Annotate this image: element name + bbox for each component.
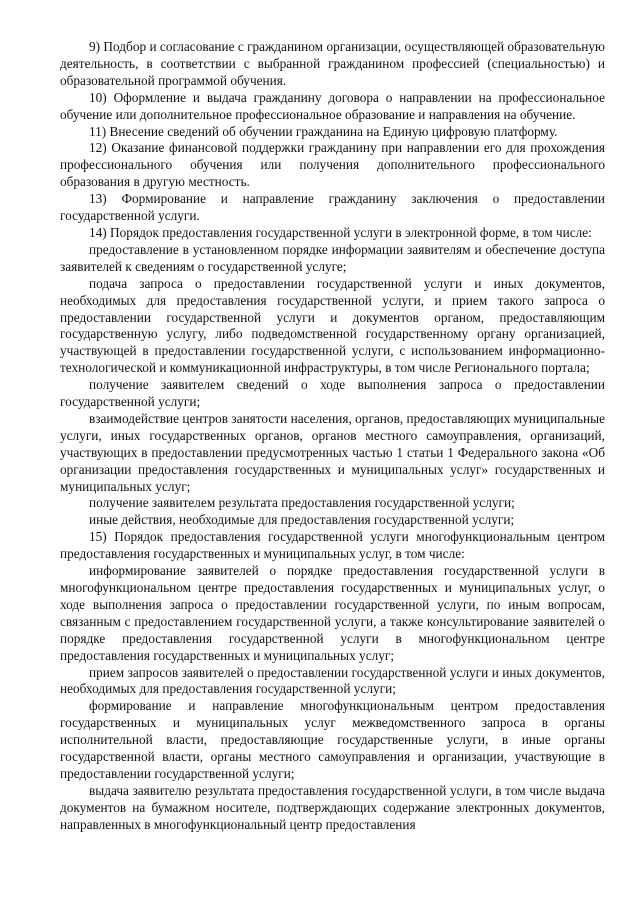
paragraph-item-9: 9) Подбор и согласование с гражданином организации, осуществляющей образовательную деятельность, в соответствии с выбранной гражданином профессией (специальностью) и образовательной программой обучения.	[60, 39, 605, 88]
paragraph-sub-mfc-informing: информирование заявителей о порядке предоставления государственной услуги в многофункциональном центре предоставления государственных и муниципальных услуг, о ходе выполнения запроса о предоставлении государственной услуги, по иным вопросам, связанным с предоставлением государственной услуги, а также консультирование заявителей о порядке предоставления государственной услуги в многофункциональном центре предоставления государственных и муниципальных услуг;	[60, 563, 605, 663]
paragraph-sub-result-receipt: получение заявителем результата предоставления государственной услуги;	[89, 495, 515, 511]
paragraph-sub-status-info: получение заявителем сведений о ходе выполнения запроса о предоставлении государственной услуги;	[60, 377, 605, 410]
paragraph-item-10: 10) Оформление и выдача гражданину договора о направлении на профессиональное обучение или дополнительное профессиональное образование и направления на обучение.	[60, 89, 605, 122]
paragraph-sub-mfc-request-intake: прием запросов заявителей о предоставлении государственной услуги и иных документов, необходимых для предоставления государственной услуги;	[60, 664, 605, 697]
paragraph-item-14: 14) Порядок предоставления государственной услуги в электронной форме, в том числе:	[89, 224, 592, 240]
paragraph-item-13: 13) Формирование и направление гражданину заключения о предоставлении государственной услуги.	[60, 191, 605, 224]
paragraph-item-11: 11) Внесение сведений об обучении гражданина на Единую цифровую платформу.	[89, 123, 558, 139]
paragraph-item-15: 15) Порядок предоставления государственной услуги многофункциональным центром предоставления государственных и муниципальных услуг, в том числе:	[60, 529, 605, 562]
paragraph-sub-mfc-result-issuance: выдача заявителю результата предоставления государственной услуги, в том числе выдача документов на бумажном носителе, подтверждающих содержание электронных документов, направленных в многофункциональный центр предоставления	[60, 782, 605, 832]
paragraph-sub-interaction: взаимодействие центров занятости населения, органов, предоставляющих муниципальные услуги, иных государственных органов, органов местного самоуправления, организаций, участвующих в предоставлении предусмотренных частью 1 статьи 1 Федерального закона «Об организации предоставления государственных и муниципальных услуг» государственных и муниципальных услуг;	[60, 410, 605, 494]
paragraph-sub-other-actions: иные действия, необходимые для предоставления государственной услуги;	[89, 512, 515, 528]
document-page	[60, 39, 605, 834]
paragraph-sub-info-provision: предоставление в установленном порядке информации заявителям и обеспечение доступа заявителей к сведениям о государственной услуге;	[60, 241, 605, 274]
paragraph-sub-mfc-interagency-request: формирование и направление многофункциональным центром предоставления государственных и муниципальных услуг межведомственного запроса в органы исполнительной власти, предоставляющие государственные услуги, в иные органы государственной власти, органы местного самоуправления и организации, участвующие в предоставлении государственной услуги;	[60, 698, 605, 781]
paragraph-item-12: 12) Оказание финансовой поддержки гражданину при направлении его для прохождения профессионального обучения или получения дополнительного профессионального образования в другую местность.	[60, 140, 605, 190]
paragraph-sub-request-submission: подача запроса о предоставлении государственной услуги и иных документов, необходимых для предоставления государственной услуги, и прием такого запроса о предоставлении государственной услуги и документов органом, предоставляющим государственную услугу, либо подведомственной государственному органу организацией, участвующей в предоставлении государственной услуги, с использованием информационно-технологической и коммуникационной инфраструктуры, в том числе Регионального портала;	[60, 275, 605, 376]
